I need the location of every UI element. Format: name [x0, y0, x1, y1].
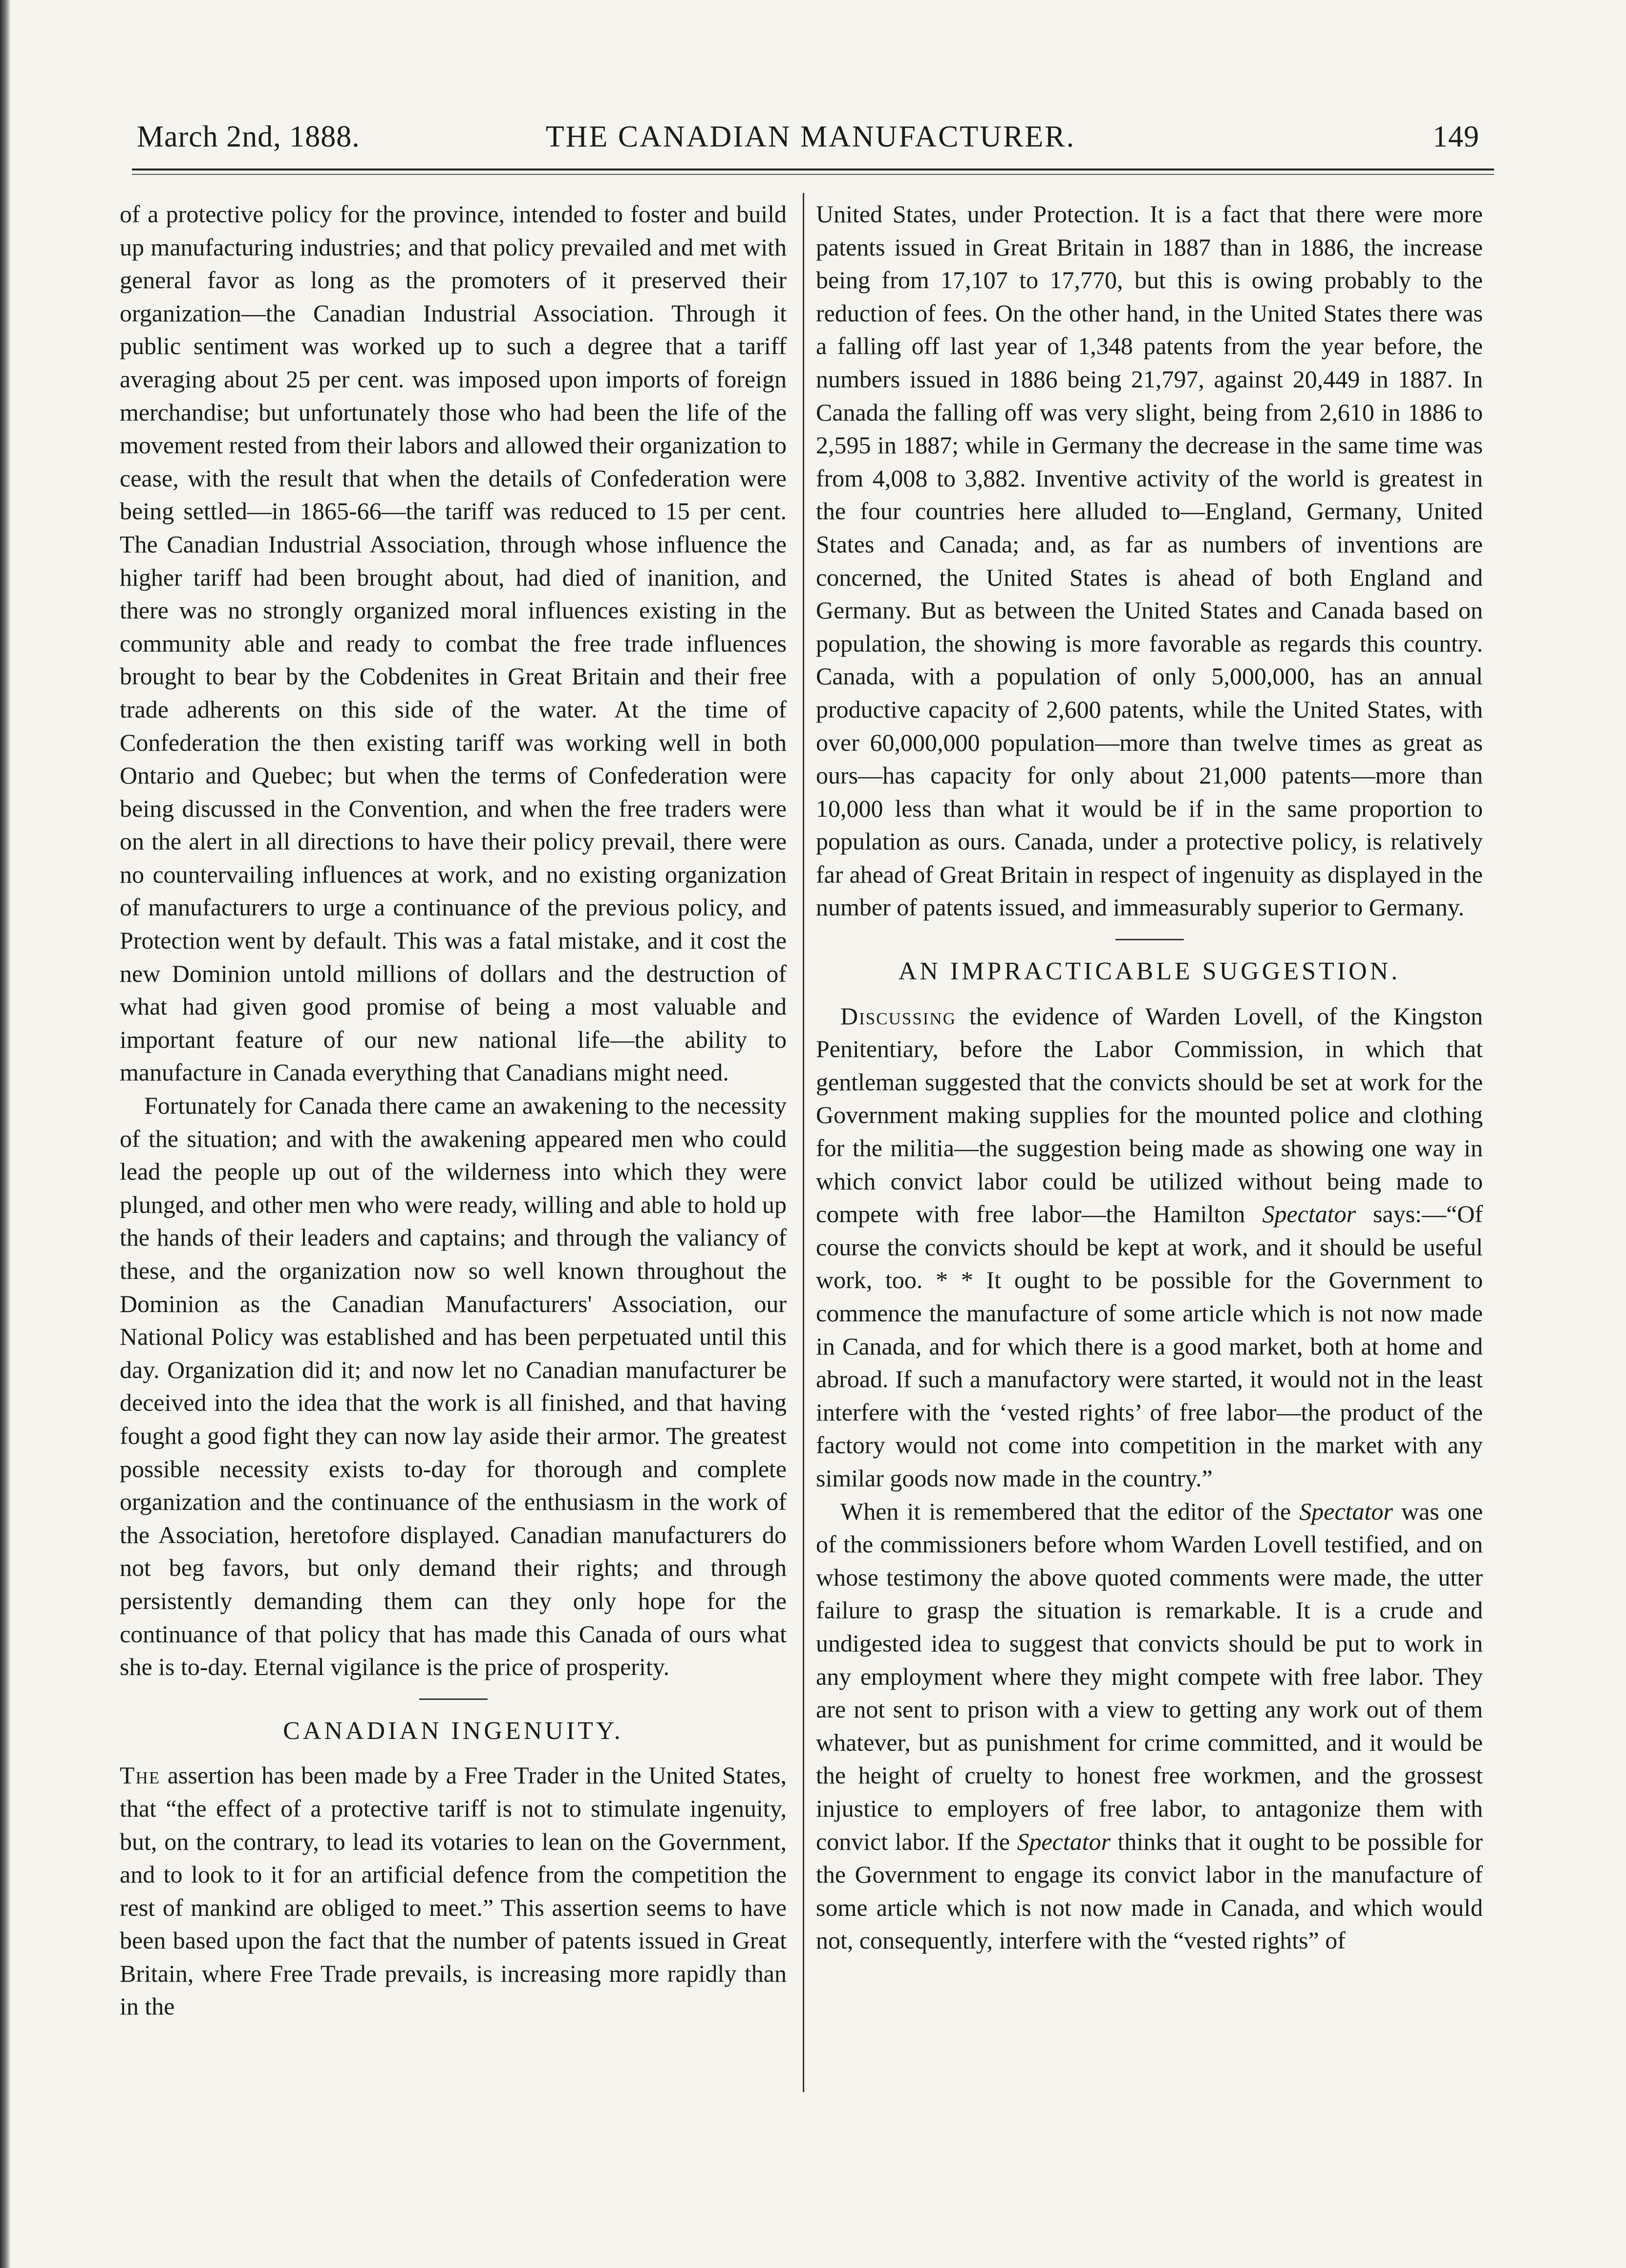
article-heading: CANADIAN INGENUITY.: [283, 1717, 623, 1745]
issue-date: March 2nd, 1888.: [137, 120, 360, 153]
article-paragraph: of a protective policy for the province, intended to foster and build up manufacturing industries; and that policy prevailed and met with general favor as long as the promoters of it preserved their organization—the Canadian Industrial Association. Through it public sentiment was worked up to such a degree that a tariff averaging about 25 per cent. was imposed upon imports of foreign merchandise; but unfortunately those who had been the life of the movement rested from their labors and allowed their organization to cease, with the result that when the details of Confederation were being settled—in 1865-66—the tariff was reduced to 15 per cent. The Canadian Industrial Association, through whose influence the higher tariff had been brought about, had died of inanition, and there was no strongly organized moral influences existing in the community able and ready to combat the free trade influences brought to bear by the Cobdenites in Great Britain and their free trade adherents on this side of the water. At the time of Confederation the then existing tariff was working well in both Ontario and Quebec; but when the terms of Confederation were being discussed in the Convention, and when the free traders were on the alert in all directions to have their policy prevail, there were no countervailing influences at work, and no existing organization of manufacturers to urge a continuance of the previous policy, and Protection went by default. This was a fatal mistake, and it cost the new Dominion untold millions of dollars and the destruction of what had given good promise of being a most valuable and important feature of our new national life—the ability to manufacture in Canada everything that Canadians might need.: [120, 200, 787, 1086]
paragraph-text: assertion has been made by a Free Trader in the United States, that “the effect of a protective tariff is not to stimulate ingenuity, but, on the contrary, to lead its votaries to lean on the Government, and to look to it for an artificial defence from the competition the rest of mankind are obliged to meet.” This assertion seems to have been based upon the fact that the number of patents issued in Great Britain, where Free Trade prevails, is increasing more rapidly than in the: [120, 1761, 787, 2020]
article-paragraph: [816, 1000, 1483, 1495]
paragraph-text: the evidence of Warden Lovell, of the Kingston Penitentiary, before the Labor Commission, in which that gentleman suggested that the convicts should be set at work for the Government making supplies for the mounted police and clothing for the militia—the suggestion being made as showing one way in which convict labor could be utilized without being made to compete with free labor—the Hamilton: [816, 1002, 1483, 1228]
column-divider: [803, 193, 804, 2092]
header-rule-thin: [132, 174, 1494, 175]
right-column: [816, 198, 1483, 2092]
article-heading: AN IMPRACTICABLE SUGGESTION.: [898, 957, 1401, 986]
publication-name: Spectator: [1299, 1497, 1393, 1525]
page-binding-edge: [0, 0, 11, 2268]
masthead-title: THE CANADIAN MANUFACTURER.: [545, 120, 1076, 153]
publication-name: Spectator: [1017, 1827, 1111, 1855]
header-rule: [132, 169, 1494, 170]
publication-name: Spectator: [1262, 1200, 1356, 1228]
paragraph-text: thinks that it ought to be possible for the Government to engage its convict labor in the manufacture of some article which is not now made in Canada, and which would not, consequently, interfere with the “vested rights” of: [816, 1827, 1483, 1954]
article-paragraph: Fortunately for Canada there came an awakening to the necessity of the situation; and with the awakening appeared men who could lead the people up out of the wilderness into which they were plunged, and other men who were ready, willing and able to hold up the hands of their leaders and captains; and through the valiancy of these, and the organization now so well known throughout the Dominion as the Canadian Manufacturers' Association, our National Policy was established and has been perpetuated until this day. Organization did it; and now let no Canadian manufacturer be deceived into the idea that the work is all finished, and that having fought a good fight they can now lay aside their armor. The greatest possible necessity exists to-day for thorough and complete organization and the continuance of the enthusiasm in the work of the Association, heretofore displayed. Canadian manufacturers do not beg favors, but only demand their rights; and through persistently demanding them can they only hope for the continuance of that policy that has made this Canada of ours what she is to-day. Eternal vigilance is the price of prosperity.: [120, 1092, 787, 1681]
paragraph-text: When it is remembered that the editor of the: [840, 1497, 1291, 1525]
page-header: [132, 110, 1489, 164]
paragraph-text: says:—“Of course the convicts should be kept at work, and it should be useful work, too. * * It ought to be possible for the Government to commence the manufacture of some article which is not now made in Canada, and for which there is a good market, both at home and abroad. If such a manufactory were started, it would not in the least interfere with the ‘vested rights’ of free labor—the product of the factory would not come into competition in the market with any similar goods now made in the country.”: [816, 1200, 1483, 1492]
section-separator: [419, 1698, 488, 1700]
article-paragraph: [816, 1495, 1483, 1957]
article-paragraph: [120, 1759, 787, 2023]
lead-word: Discussing: [840, 1002, 956, 1030]
paragraph-text: was one of the commissioners before whom Warden Lovell testified, and on whose testimony the above quoted comments were made, the utter failure to grasp the situation is remarkable. It is a crude and undigested idea to suggest that convicts should be put to work in any employment where they might compete with free labor. They are not sent to prison with a view to getting any work out of them whatever, but as punishment for crime committed, and it would be the height of cruelty to honest free workmen, and the grossest injustice to employers of free labor, to antagonize them with convict labor. If the: [816, 1497, 1483, 1855]
lead-word: The: [120, 1761, 161, 1789]
article-paragraph: United States, under Protection. It is a fact that there were more patents issued in Great Britain in 1887 than in 1886, the increase being from 17,107 to 17,770, but this is owing probably to the reduction of fees. On the other hand, in the United States there was a falling off last year of 1,348 patents from the year before, the numbers issued in 1886 being 21,797, against 20,449 in 1887. In Canada the falling off was very slight, being from 2,610 in 1886 to 2,595 in 1887; while in Germany the decrease in the same time was from 4,008 to 3,882. Inventive activity of the world is greatest in the four countries here alluded to—England, Germany, United States and Canada; and, as far as numbers of inventions are concerned, the United States is ahead of both England and Germany. But as between the United States and Canada based on population, the showing is more favorable as regards this country. Canada, with a population of only 5,000,000, has an annual productive capacity of 2,600 patents, while the United States, with over 60,000,000 population—more than twelve times as great as ours—has capacity for only about 21,000 patents—more than 10,000 less than what it would be if in the same proportion to population as ours. Canada, under a protective policy, is relatively far ahead of Great Britain in respect of ingenuity as displayed in the number of patents issued, and immeasurably superior to Germany.: [816, 200, 1483, 921]
section-separator: [1115, 939, 1184, 940]
page-number: 149: [1433, 120, 1479, 153]
left-column: [120, 198, 787, 2092]
